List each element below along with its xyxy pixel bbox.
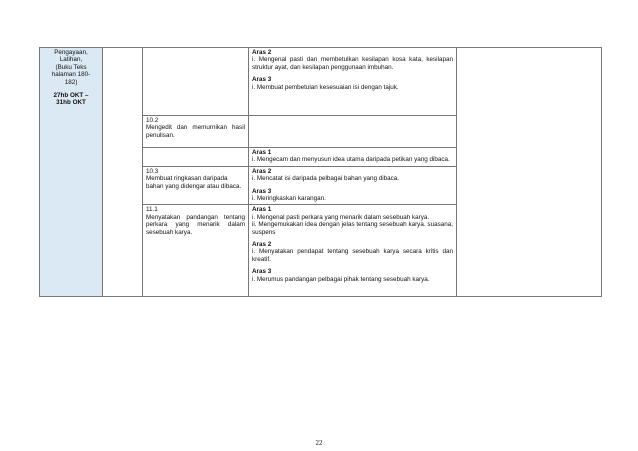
week-date-line: 27hb OKT –: [53, 92, 89, 100]
level-cell: [249, 166, 457, 205]
level-item: i. Meringkaskan karangan.: [252, 195, 326, 203]
level-title: Aras 2: [252, 49, 272, 56]
standard-text: Menyatakan pandangan tentang perkara yang menarik dalam sesebuah karya.: [146, 213, 245, 236]
level-item: i. Mencatat isi daripada pelbagai bahan yang dibaca.: [252, 175, 400, 183]
page-number: 22: [315, 439, 323, 447]
level-title: Aras 1: [252, 149, 272, 156]
week-line: halaman 180-: [51, 71, 91, 79]
standard-cell: [143, 116, 249, 148]
table-row: [40, 48, 602, 116]
standard-cell: [143, 148, 249, 167]
level-cell: [249, 48, 457, 116]
level-item: i. Merumus pandangan pelbagai pihak tentang sesebuah karya.: [252, 275, 430, 283]
level-item: i. Mengenal pasti dan membetulkan kesilapan kosa kata, kesilapan struktur ayat, dan kesilapan penggunaan imbuhan.: [252, 56, 453, 71]
week-line: Latihan,: [59, 56, 83, 64]
level-item: i. Membuat pembetulan kesesuaian isi dengan tajuk.: [252, 83, 399, 91]
level-cell: [249, 116, 457, 148]
standard-cell: [143, 205, 249, 297]
standard-cell: [143, 166, 249, 205]
standard-text: Membuat ringkasan daripada bahan yang didengar atau dibaca.: [146, 175, 242, 190]
lesson-schedule-table: [39, 47, 602, 297]
week-cell: [40, 48, 103, 297]
standard-code: 10.3: [146, 167, 159, 175]
week-line: Pengayaan,: [54, 49, 88, 56]
level-cell: [249, 148, 457, 167]
standard-code: 10.2: [146, 117, 159, 124]
week-date-line: 31hb OKT: [56, 99, 86, 107]
standard-code: 11.1: [146, 206, 158, 214]
level-title: Aras 2: [252, 241, 272, 249]
standard-cell: [143, 48, 249, 116]
level-title: Aras 1: [252, 206, 272, 214]
level-item: i. Menyatakan pendapat tentang sesebuah karya secara kritis dan kreatif.: [252, 248, 453, 263]
week-line: 182): [64, 78, 78, 86]
week-line: (Buku Teks: [55, 63, 87, 71]
level-item: ii. Mengemukakan idea dengan jelas tentang sesebuah karya. suasana, suspens: [252, 221, 453, 236]
week-date: [43, 92, 99, 107]
level-item: i. Mengecam dan menyusun idea utama daripada petikan yang dibaca.: [252, 156, 450, 164]
level-item: i. Mengenal pasti perkara yang menarik dalam sesebuah karya.: [252, 213, 430, 221]
level-title: Aras 3: [252, 268, 272, 276]
level-title: Aras 3: [252, 187, 272, 195]
standard-text: Mengedit dan memurnikan hasil penulisan.: [146, 124, 245, 139]
empty-column-cell: [103, 48, 143, 297]
level-title: Aras 2: [252, 167, 272, 175]
level-cell: [249, 205, 457, 297]
notes-column-cell: [457, 48, 602, 297]
level-title: Aras 3: [252, 76, 272, 84]
